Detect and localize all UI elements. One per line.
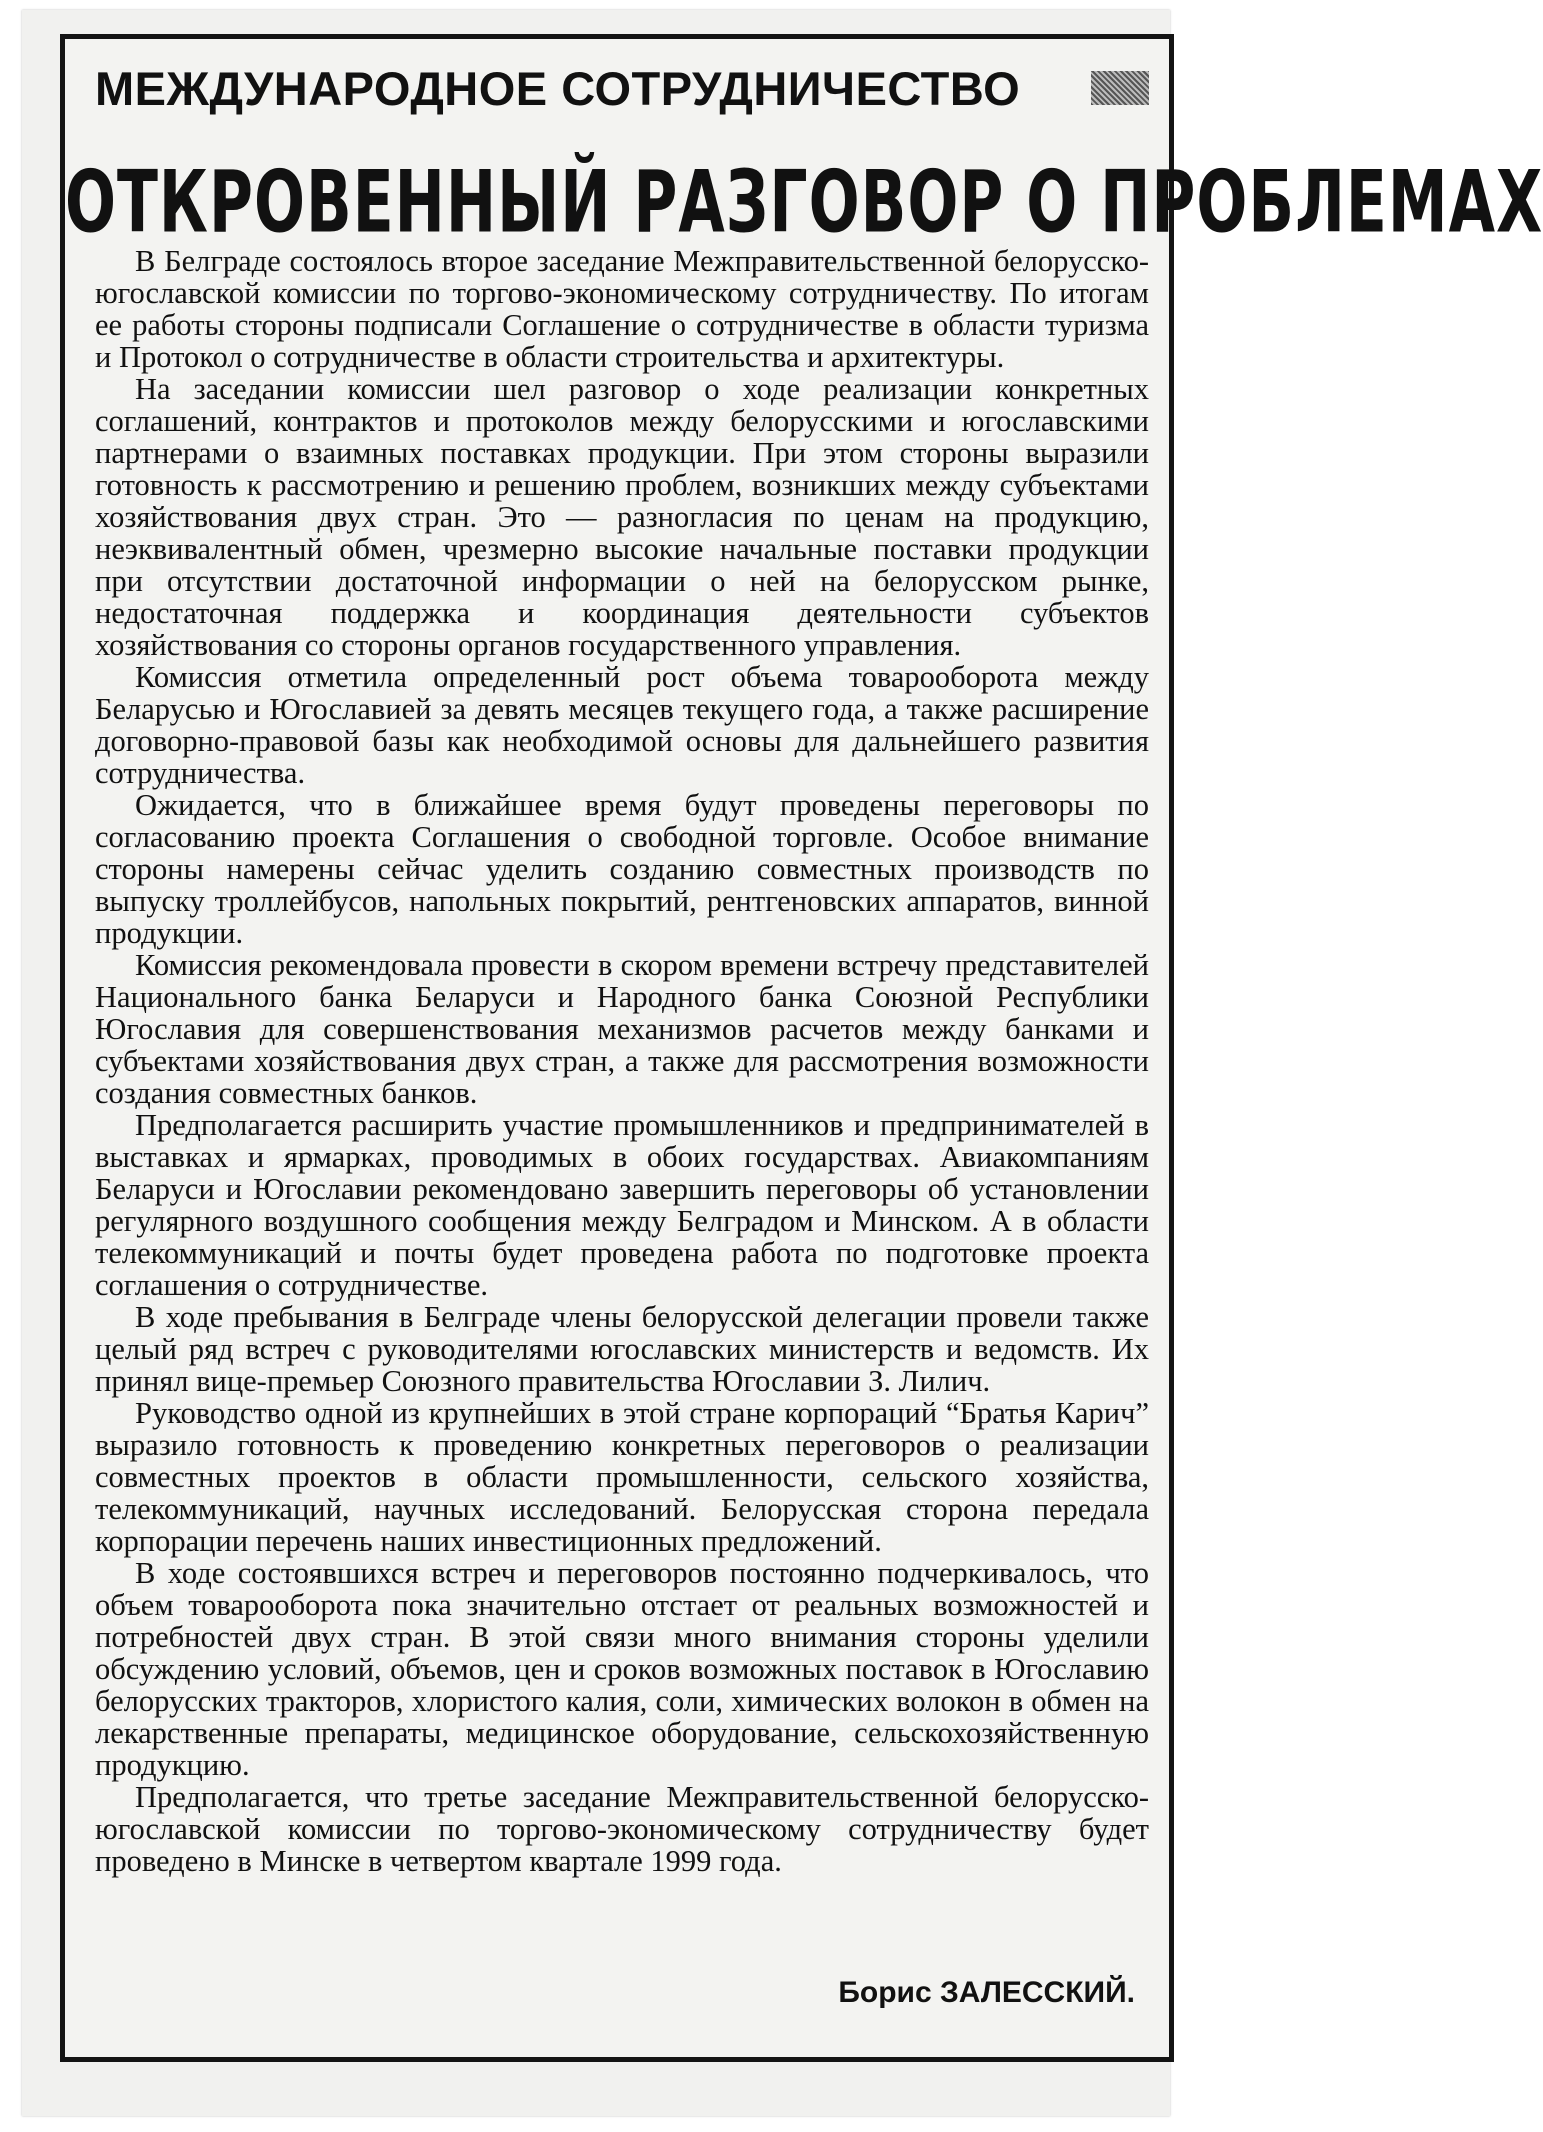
author-byline: Борис ЗАЛЕССКИЙ. xyxy=(838,1976,1135,2009)
article-body xyxy=(95,245,1149,1877)
newspaper-clipping xyxy=(22,10,1543,2116)
paragraph: В ходе пребывания в Белграде члены белорусской делегации провели также целый ряд встреч с руководителями югославских министерств и ведомств. Их принял вице-премьер Союзного правительства Югославии З. Лилич. xyxy=(95,1300,1149,1398)
paragraph: Комиссия отметила определенный рост объема товарооборота между Беларусью и Югославией за девять месяцев текущего года, а также расширение договорно-правовой базы как необходимой основы для дальнейшего развития сотрудничества. xyxy=(95,660,1149,790)
paragraph: Предполагается расширить участие промышленников и предпринимателей в выставках и ярмарках, проводимых в обоих государствах. Авиакомпаниям Беларуси и Югославии рекомендовано завершить переговоры об установлении регулярного воздушного сообщения между Белградом и Минском. А в области телекоммуникаций и почты будет проведена работа по подготовке проекта соглашения о сотрудничестве. xyxy=(95,1108,1149,1302)
article-frame xyxy=(60,34,1543,2062)
paragraph: Ожидается, что в ближайшее время будут проведены переговоры по согласованию проекта Соглашения о свободной торговле. Особое внимание стороны намерены сейчас уделить созданию совместных производств по выпуску троллейбусов, напольных покрытий, рентгеновских аппаратов, винной продукции. xyxy=(95,788,1149,950)
article-headline: ОТКРОВЕННЫЙ РАЗГОВОР О ПРОБЛЕМАХ xyxy=(65,153,1543,253)
paragraph: Предполагается, что третье заседание Межправительственной белорусско-югославской комиссии по торгово-экономическому сотрудничеству будет проведено в Минске в четвертом квартале 1999 года. xyxy=(95,1780,1149,1878)
rubric-halftone-mark xyxy=(1091,71,1149,105)
paragraph: Руководство одной из крупнейших в этой стране корпораций “Братья Карич” выразило готовность к проведению конкретных переговоров о реализации совместных проектов в области промышленности, сельского хозяйства, телекоммуникаций, научных исследований. Белорусская сторона передала корпорации перечень наших инвестиционных предложений. xyxy=(95,1396,1149,1558)
paragraph: В ходе состоявшихся встреч и переговоров постоянно подчеркивалось, что объем товарооборота пока значительно отстает от реальных возможностей и потребностей двух стран. В этой связи много внимания стороны уделили обсуждению условий, объемов, цен и сроков возможных поставок в Югославию белорусских тракторов, хлористого калия, соли, химических волокон в обмен на лекарственные препараты, медицинское оборудование, сельскохозяйственную продукцию. xyxy=(95,1556,1149,1782)
paragraph: На заседании комиссии шел разговор о ходе реализации конкретных соглашений, контрактов и протоколов между белорусскими и югославскими партнерами о взаимных поставках продукции. При этом стороны выразили готовность к рассмотрению и решению проблем, возникших между субъектами хозяйствования двух стран. Это — разногласия по ценам на продукцию, неэквивалентный обмен, чрезмерно высокие начальные поставки продукции при отсутствии достаточной информации о ней на белорусском рынке, недостаточная поддержка и координация деятельности субъектов хозяйствования со стороны органов государственного управления. xyxy=(95,372,1149,662)
section-rubric: МЕЖДУНАРОДНОЕ СОТРУДНИЧЕСТВО xyxy=(95,62,1021,115)
paragraph: Комиссия рекомендовала провести в скором времени встречу представителей Национального банка Беларуси и Народного банка Союзной Республики Югославия для совершенствования механизмов расчетов между банками и субъектами хозяйствования двух стран, а также для рассмотрения возможности создания совместных банков. xyxy=(95,948,1149,1110)
paragraph: В Белграде состоялось второе заседание Межправительственной белорусско-югославской комиссии по торгово-экономическому сотрудничеству. По итогам ее работы стороны подписали Соглашение о сотрудничестве в области туризма и Протокол о сотрудничестве в области строительства и архитектуры. xyxy=(95,244,1149,374)
